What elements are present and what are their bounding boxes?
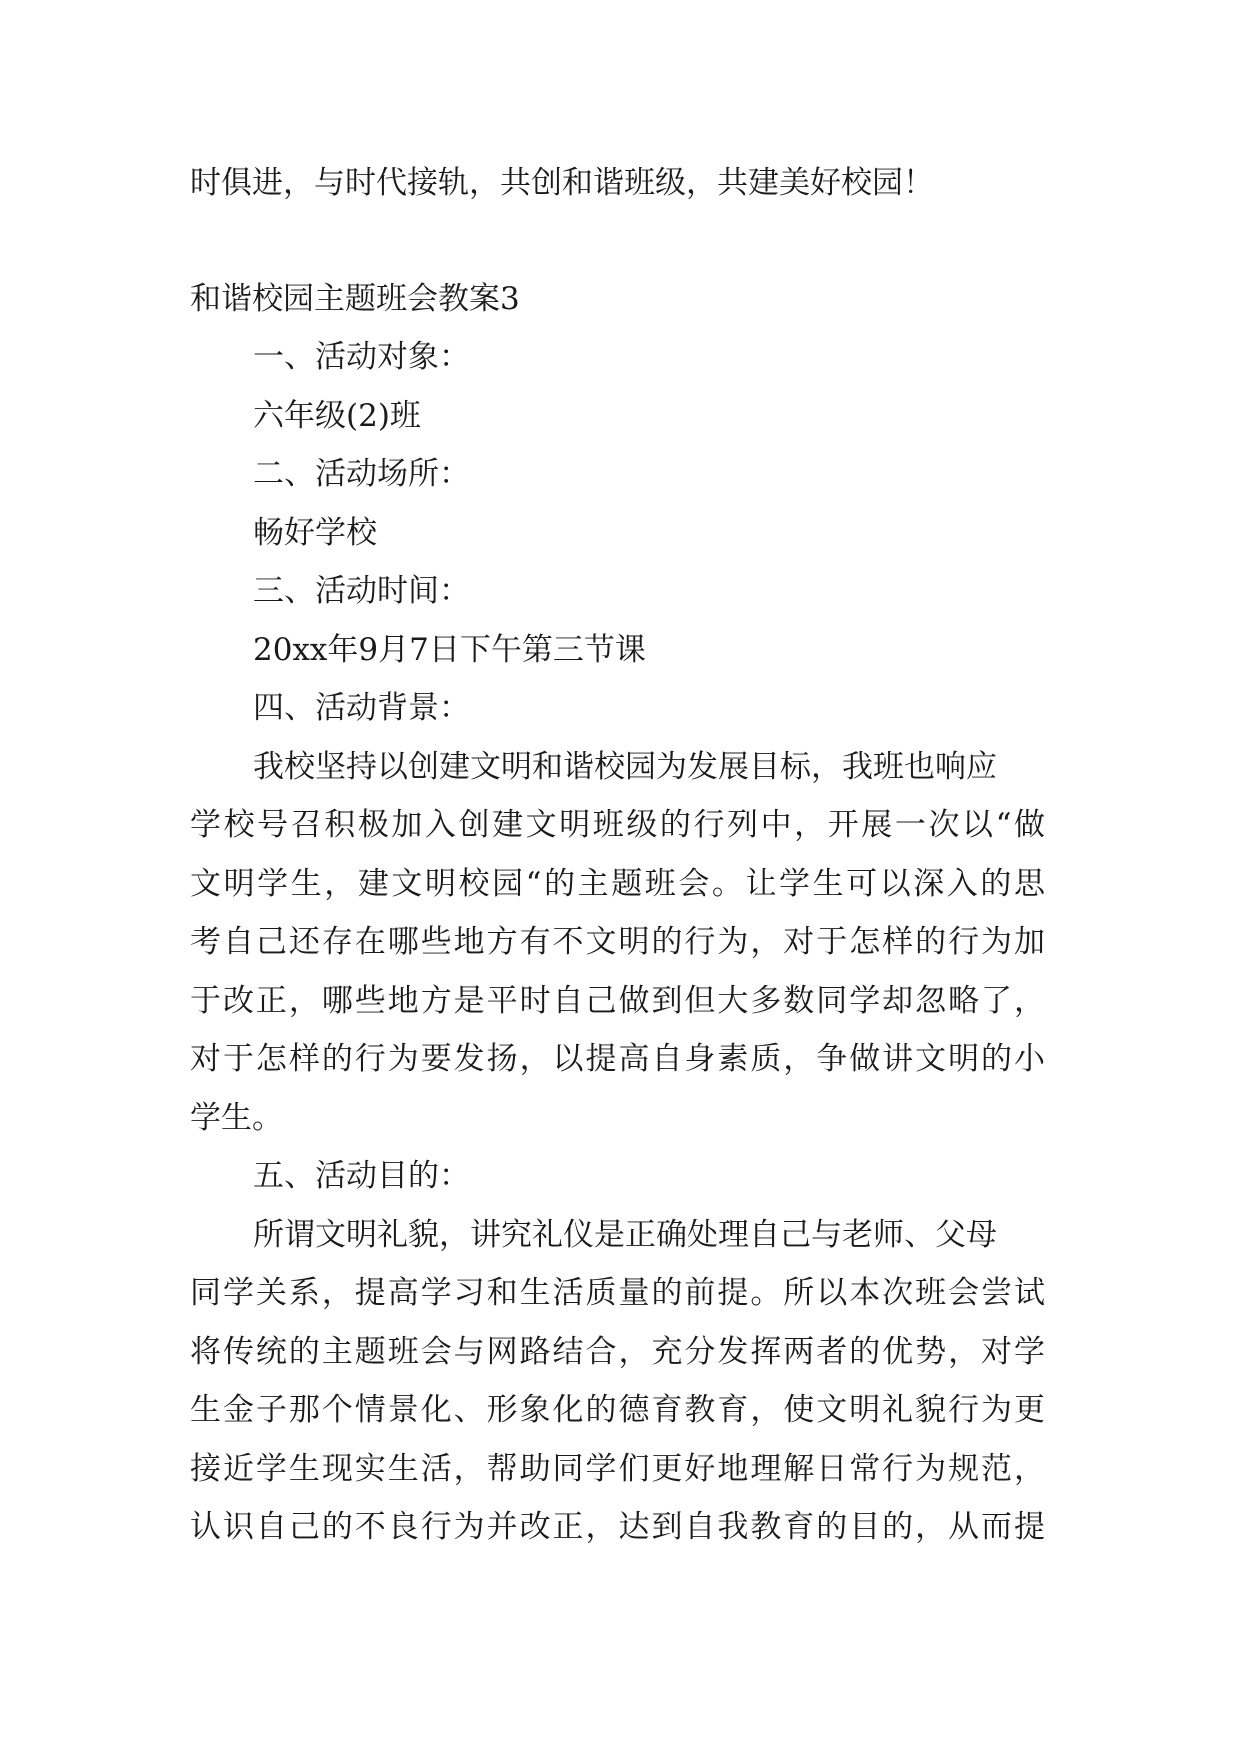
heading-activity-background: 四、活动背景： bbox=[253, 690, 470, 726]
heading-activity-venue: 二、活动场所： bbox=[253, 456, 470, 492]
purpose-line-4: 生金子那个情景化、形象化的德育教育，使文明礼貌行为更 bbox=[190, 1392, 1045, 1428]
background-line-7: 学生。 bbox=[190, 1100, 283, 1136]
activity-time-value: 20xx年9月7日下午第三节课 bbox=[253, 632, 646, 668]
section-title: 和谐校园主题班会教案3 bbox=[190, 281, 520, 317]
background-line-5: 于改正，哪些地方是平时自己做到但大多数同学却忽略了， bbox=[190, 983, 1045, 1019]
background-line-3: 文明学生，建文明校园“的主题班会。让学生可以深入的思 bbox=[190, 866, 1045, 902]
heading-activity-time: 三、活动时间： bbox=[253, 573, 470, 609]
heading-activity-purpose: 五、活动目的： bbox=[253, 1158, 470, 1194]
activity-venue-value: 畅好学校 bbox=[253, 515, 377, 551]
background-line-6: 对于怎样的行为要发扬，以提高自身素质，争做讲文明的小 bbox=[190, 1041, 1045, 1077]
purpose-line-2: 同学关系，提高学习和生活质量的前提。所以本次班会尝试 bbox=[190, 1275, 1045, 1311]
purpose-line-3: 将传统的主题班会与网路结合，充分发挥两者的优势，对学 bbox=[190, 1334, 1045, 1370]
background-line-1: 我校坚持以创建文明和谐校园为发展目标，我班也响应 bbox=[253, 749, 997, 785]
background-line-2: 学校号召积极加入创建文明班级的行列中，开展一次以“做 bbox=[190, 807, 1045, 843]
background-line-4: 考自己还存在哪些地方有不文明的行为，对于怎样的行为加 bbox=[190, 924, 1045, 960]
purpose-line-1: 所谓文明礼貌，讲究礼仪是正确处理自己与老师、父母 bbox=[253, 1217, 997, 1253]
purpose-line-6: 认识自己的不良行为并改正，达到自我教育的目的，从而提 bbox=[190, 1509, 1045, 1545]
paragraph-tail: 时俱进，与时代接轨，共创和谐班级，共建美好校园！ bbox=[190, 165, 934, 201]
purpose-line-5: 接近学生现实生活，帮助同学们更好地理解日常行为规范， bbox=[190, 1451, 1045, 1487]
activity-target-value: 六年级(2)班 bbox=[253, 398, 421, 434]
heading-activity-target: 一、活动对象： bbox=[253, 339, 470, 375]
